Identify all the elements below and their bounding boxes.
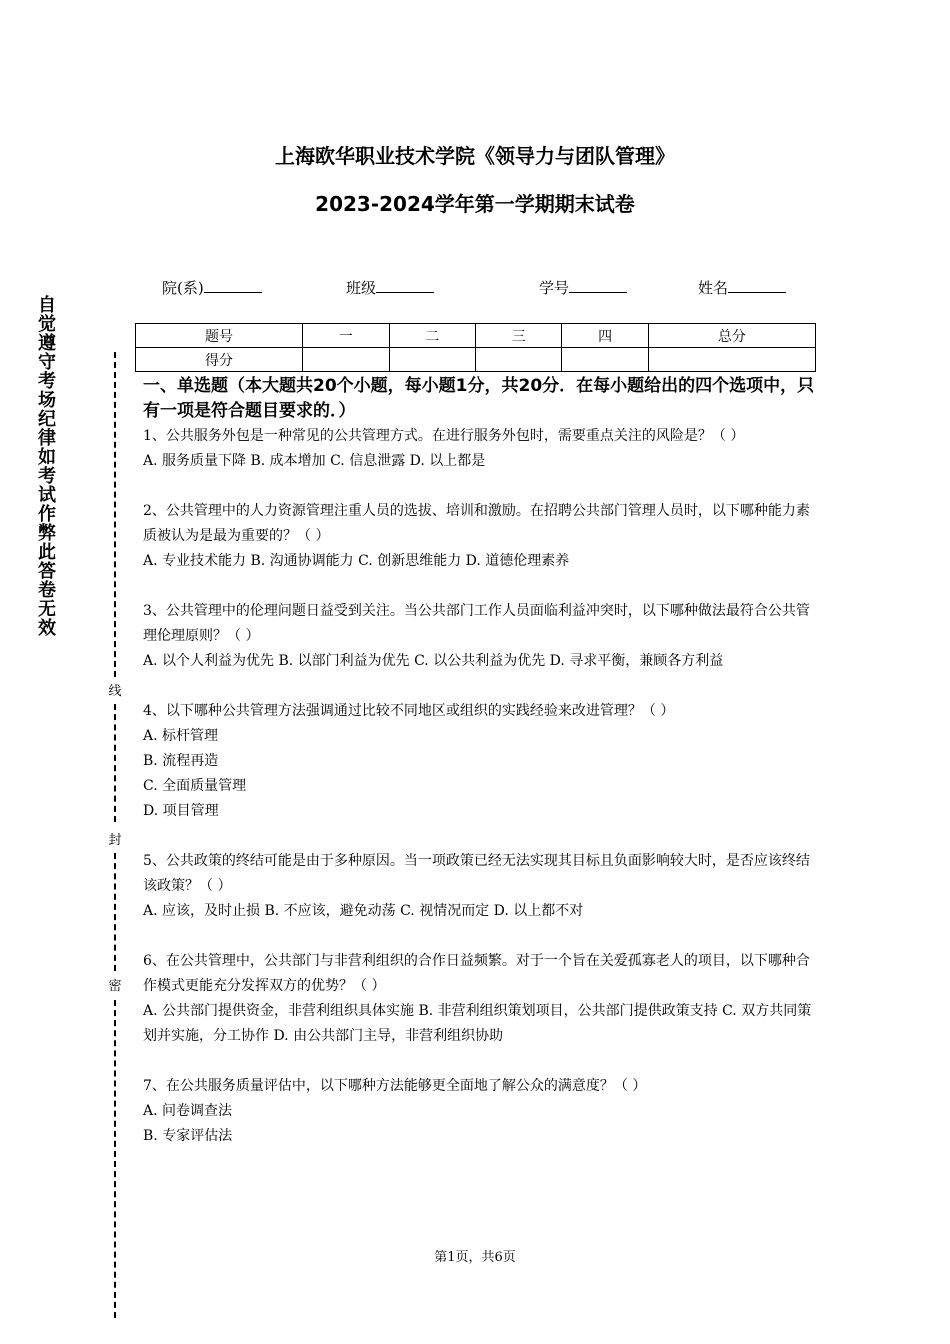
side-char-seal: 封 (104, 829, 126, 848)
question-option: A. 以个人利益为优先 B. 以部门利益为优先 C. 以公共利益为优先 D. 寻求平衡，兼顾各方利益 (143, 653, 724, 669)
student-id-blank[interactable] (569, 278, 627, 293)
name-field[interactable] (698, 277, 786, 298)
question-item (143, 424, 819, 474)
score-header-cell: 题号 (136, 324, 303, 348)
side-warning-text: 自觉遵守考场纪律如考试作弊此答卷无效 (35, 295, 56, 637)
side-char-secret: 密 (104, 975, 126, 994)
binding-line-1 (114, 352, 116, 677)
binding-line-4 (114, 1000, 116, 1318)
score-cell[interactable] (389, 348, 475, 372)
question-stem: 2、公共管理中的人力资源管理注重人员的选拔、培训和激励。在招聘公共部门管理人员时，以下哪种能力素质被认为是最为重要的？（ ） (143, 503, 810, 544)
side-char-line: 线 (104, 680, 126, 699)
question-content (143, 374, 819, 1174)
question-option: A. 专业技术能力 B. 沟通协调能力 C. 创新思维能力 D. 道德伦理素养 (143, 553, 570, 569)
question-item (143, 699, 819, 824)
score-header-cell: 总分 (648, 324, 815, 348)
score-cell[interactable] (303, 348, 389, 372)
score-row-label: 得分 (136, 348, 303, 372)
question-item (143, 849, 819, 924)
question-stem: 3、公共管理中的伦理问题日益受到关注。当公共部门工作人员面临利益冲突时，以下哪种做法最符合公共管理伦理原则？（ ） (143, 603, 810, 644)
binding-line-3 (114, 853, 116, 971)
name-blank[interactable] (728, 278, 786, 293)
question-item (143, 599, 819, 674)
score-table-header-row (136, 324, 816, 348)
name-label: 姓名 (698, 279, 729, 297)
student-id-label: 学号 (539, 279, 570, 297)
question-option: D. 项目管理 (143, 803, 219, 819)
question-option: A. 标杆管理 (143, 728, 219, 744)
question-option: A. 应该，及时止损 B. 不应该，避免动荡 C. 视情况而定 D. 以上都不对 (143, 903, 584, 919)
question-stem: 6、在公共管理中，公共部门与非营利组织的合作日益频繁。对于一个旨在关爱孤寡老人的项目，以下哪种合作模式更能充分发挥双方的优势？（ ） (143, 953, 810, 994)
score-cell[interactable] (562, 348, 648, 372)
score-cell[interactable] (475, 348, 561, 372)
class-label: 班级 (346, 279, 377, 297)
score-table-score-row (136, 348, 816, 372)
score-header-cell: 一 (303, 324, 389, 348)
question-option: C. 全面质量管理 (143, 778, 247, 794)
department-field[interactable] (162, 277, 262, 298)
department-label: 院(系) (162, 279, 204, 297)
class-blank[interactable] (376, 278, 434, 293)
question-stem: 4、以下哪种公共管理方法强调通过比较不同地区或组织的实践经验来改进管理？（ ） (143, 703, 675, 719)
question-stem: 7、在公共服务质量评估中，以下哪种方法能够更全面地了解公众的满意度？（ ） (143, 1078, 647, 1094)
exam-title-line2: 2023-2024学年第一学期期末试卷 (315, 192, 635, 216)
student-id-field[interactable] (539, 277, 627, 298)
question-option: B. 专家评估法 (143, 1128, 233, 1144)
question-item (143, 499, 819, 574)
question-item (143, 1074, 819, 1149)
score-cell[interactable] (648, 348, 815, 372)
class-field[interactable] (346, 277, 434, 298)
score-table (135, 323, 816, 372)
question-item (143, 949, 819, 1049)
question-option: A. 服务质量下降 B. 成本增加 C. 信息泄露 D. 以上都是 (143, 453, 486, 469)
question-option: A. 公共部门提供资金，非营利组织具体实施 B. 非营利组织策划项目，公共部门提供政策支持 C. 双方共同策划并实施，分工协作 D. 由公共部门主导，非营利组织协助 (143, 1003, 812, 1044)
score-header-cell: 二 (389, 324, 475, 348)
page-number: 第1页，共6页 (434, 1250, 516, 1265)
question-stem: 1、公共服务外包是一种常见的公共管理方式。在进行服务外包时，需要重点关注的风险是？（ ） (143, 428, 745, 444)
score-header-cell: 三 (475, 324, 561, 348)
section-title: 一、单选题（本大题共20个小题，每小题1分，共20分．在每小题给出的四个选项中，只有一项是符合题目要求的．） (143, 376, 815, 421)
question-option: B. 流程再造 (143, 753, 219, 769)
binding-line-2 (114, 704, 116, 822)
department-blank[interactable] (204, 278, 262, 293)
exam-title-line1: 上海欧华职业技术学院《领导力与团队管理》 (275, 144, 675, 168)
question-stem: 5、公共政策的终结可能是由于多种原因。当一项政策已经无法实现其目标且负面影响较大时，是否应该终结该政策？（ ） (143, 853, 810, 894)
score-header-cell: 四 (562, 324, 648, 348)
question-option: A. 问卷调查法 (143, 1103, 233, 1119)
